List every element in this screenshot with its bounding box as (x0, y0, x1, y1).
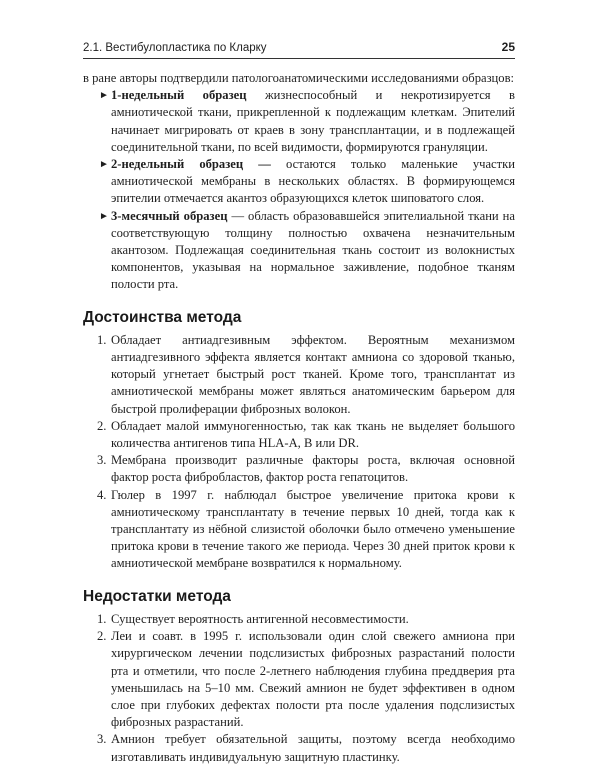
advantages-heading: Достоинства метода (83, 308, 242, 326)
sample-description: жизнеспособный и некротизируется в амниотической ткани, прикрепленной к подлежащим клеткам. Эпителий начинает мигрировать от краев в зону трансплантации, и в подлежащей соединительной ткани, по всей видимости, формируются грануляции. (111, 88, 515, 154)
item-number: 1. (97, 611, 107, 626)
item-number: 1. (97, 332, 107, 347)
list-item (97, 731, 515, 765)
list-item (97, 611, 515, 628)
sample-term: 2-недельный образец — (111, 157, 271, 172)
section-title: 2.1. Вестибулопластика по Кларку (83, 42, 267, 54)
list-item (99, 87, 515, 156)
item-text: Леи и соавт. в 1995 г. использовали один слой свежего амниона при хирургическом лечении подслизистых фиброзных разрастаний полости рта и отметили, что после 2-летнего наблюдения глубина преддверия рта уменьшилась на 5–10 мм. Свежий амнион не будет эффективен в одном слое при глубоких дефектах полости рта после удаления подслизистых фиброзных разрастаний. (111, 629, 515, 730)
page-number: 25 (501, 40, 515, 54)
list-item (97, 452, 515, 486)
book-page (83, 40, 515, 766)
item-number: 4. (97, 487, 107, 502)
item-number: 2. (97, 629, 107, 644)
item-number: 3. (97, 732, 107, 747)
item-number: 3. (97, 453, 107, 468)
triangle-bullet-icon: ► (99, 90, 109, 102)
item-text: Мембрана производит различные факторы роста, включая основной фактор роста фибробластов, фактор роста гепатоцитов. (111, 453, 515, 485)
triangle-bullet-icon: ► (99, 210, 109, 222)
sample-list (83, 87, 515, 293)
list-item (99, 208, 515, 294)
sample-description: — область образовавшейся эпителиальной ткани на соответствующую толщину полностью охвачена незначительным акантозом. Подлежащая соединительная ткань состоит из волокнистых компонентов, указывая на нормальное заживление, подобное тканям полости рта. (111, 208, 515, 292)
intro-paragraph: в ране авторы подтвердили патологоанатомическими исследованиями образцов: (83, 71, 515, 85)
disadvantages-heading: Недостатки метода (83, 587, 231, 605)
item-text: Гюлер в 1997 г. наблюдал быстрое увеличение притока крови к амниотическому трансплантату в течение первых 10 дней, тогда как к трансплантату из нёбной слизистой оболочки было отмечено уменьшение притока крови в течение такого же периода. Через 30 дней приток крови к амниотической мембране возвратился к нормальному. (111, 487, 515, 571)
list-item (97, 332, 515, 418)
sample-term: 1-недельный образец (111, 88, 247, 103)
triangle-bullet-icon: ► (99, 159, 109, 171)
running-header (83, 40, 515, 59)
list-item (99, 156, 515, 208)
item-text: Существует вероятность антигенной несовместимости. (111, 611, 409, 626)
disadvantages-list (83, 611, 515, 766)
item-text: Обладает антиадгезивным эффектом. Вероятным механизмом антиадгезивного эффекта является контакт амниона со здоровой тканью, который угнетает быстрый рост тканей. Кроме того, трансплантат из амниотической мембраны может являться анатомическим барьером для быстрой пролиферации фиброзных волокон. (111, 332, 515, 416)
list-item (97, 418, 515, 452)
advantages-list (83, 332, 515, 573)
list-item (97, 487, 515, 573)
sample-term: 3-месячный образец (111, 208, 228, 223)
item-number: 2. (97, 418, 107, 433)
list-item (97, 628, 515, 731)
item-text: Амнион требует обязательной защиты, поэтому всегда необходимо изготавливать индивидуальную защитную пластинку. (111, 732, 515, 764)
item-text: Обладает малой иммуногенностью, так как ткань не выделяет большого количества антигенов типа HLA-A, B или DR. (111, 418, 515, 451)
sample-description: остаются только маленькие участки амниотической мембраны в нескольких областях. В формирующемся эпителии отмечается акантоз образующихся клеток шиповатого слоя. (111, 157, 515, 206)
